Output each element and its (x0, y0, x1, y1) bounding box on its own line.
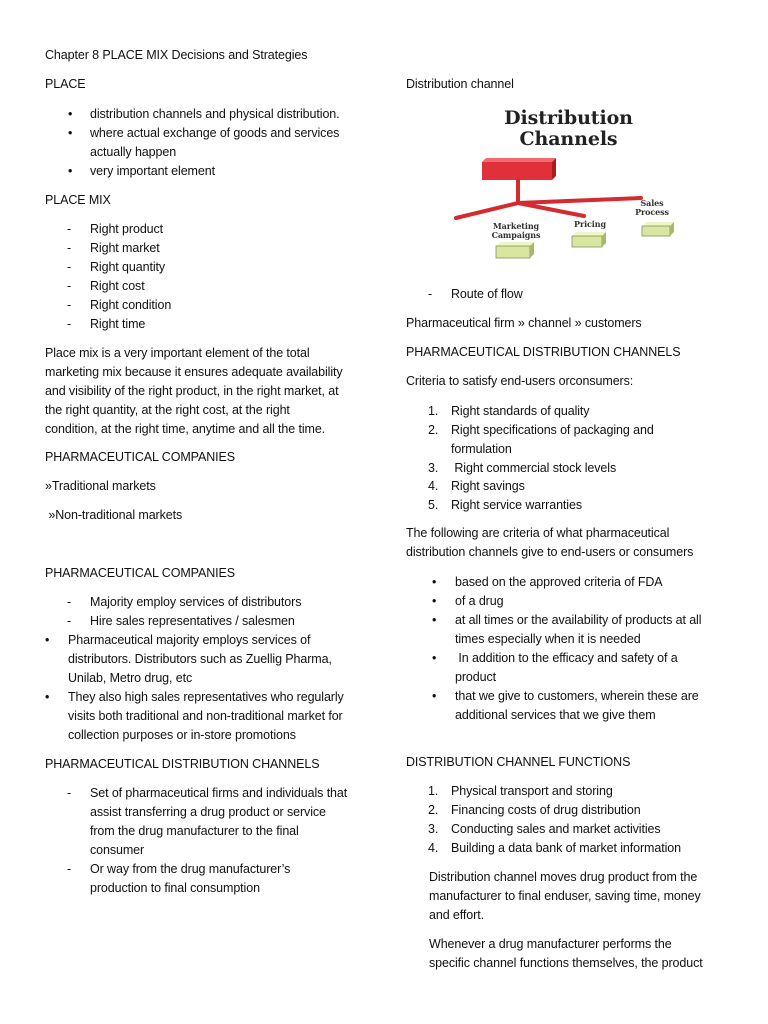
list-item: Pharmaceutical majority employs services of (68, 633, 311, 647)
list-item: Or way from the drug manufacturer’s (90, 862, 291, 876)
list-item: Right standards of quality (451, 404, 590, 418)
bullet-marker: • (68, 107, 73, 121)
node-label-process: Process (635, 207, 669, 217)
dash-marker: - (67, 317, 72, 331)
list-item: Right market (90, 241, 160, 255)
bullet-marker: • (432, 575, 437, 589)
chapter-title: Chapter 8 PLACE MIX Decisions and Strategies (45, 48, 308, 62)
list-number: 5. (428, 498, 439, 512)
dash-marker: - (67, 260, 72, 274)
paragraph-line: the right quantity, at the right cost, at the right (45, 403, 290, 417)
list-item: Right product (90, 222, 164, 236)
list-item: Right service warranties (451, 498, 582, 512)
list-item-continuation: visits both traditional and non-traditional market for (68, 709, 343, 723)
node-label-campaigns: Campaigns (491, 230, 541, 240)
hub-box-front (482, 162, 552, 180)
list-number: 3. (428, 822, 439, 836)
list-number: 2. (428, 803, 439, 817)
box-pricing (572, 232, 606, 247)
paragraph-line: marketing mix because it ensures adequate availability (45, 365, 343, 379)
dash-marker: - (428, 287, 433, 301)
paragraph-line: manufacturer to final enduser, saving time, money (429, 889, 701, 903)
paragraph-line: Distribution channel moves drug product from the (429, 870, 698, 884)
list-item: Conducting sales and market activities (451, 822, 661, 836)
bullet-marker: • (45, 633, 50, 647)
paragraph-line: distribution channels give to end-users or consumers (406, 545, 694, 559)
list-item-continuation: product (455, 670, 496, 684)
paragraph-line: and visibility of the right product, in the right market, at (45, 384, 339, 398)
list-item: Financing costs of drug distribution (451, 803, 641, 817)
list-item-continuation: actually happen (90, 145, 177, 159)
list-item-continuation: consumer (90, 843, 145, 857)
list-item-continuation: assist transferring a drug product or service (90, 805, 326, 819)
bullet-marker: • (432, 594, 437, 608)
list-item: Physical transport and storing (451, 784, 613, 798)
diagram-graphic (446, 108, 691, 273)
list-item: Hire sales representatives / salesmen (90, 614, 295, 628)
section-heading: PHARMACEUTICAL COMPANIES (45, 450, 235, 464)
distribution-channel-heading: Distribution channel (406, 77, 514, 91)
list-item: distribution channels and physical distribution. (90, 107, 340, 121)
list-item-continuation: production to final consumption (90, 881, 260, 895)
list-number: 1. (428, 404, 439, 418)
list-number: 3. (428, 461, 439, 475)
list-item: »Traditional markets (45, 479, 156, 493)
list-item: »Non-traditional markets (45, 508, 183, 522)
list-number: 2. (428, 423, 439, 437)
dash-marker: - (67, 786, 72, 800)
list-item: Right specifications of packaging and (451, 423, 654, 437)
list-number: 1. (428, 784, 439, 798)
section-heading: PHARMACEUTICAL DISTRIBUTION CHANNELS (45, 757, 320, 771)
list-item: They also high sales representatives who regularly (68, 690, 344, 704)
list-item: Right savings (451, 479, 525, 493)
dash-marker: - (67, 595, 72, 609)
dash-marker: - (67, 862, 72, 876)
list-item: Right quantity (90, 260, 166, 274)
list-item-continuation: collection purposes or in-store promotions (68, 728, 296, 742)
paragraph-line: Whenever a drug manufacturer performs the (429, 937, 672, 951)
dash-marker: - (67, 222, 72, 236)
list-number: 4. (428, 841, 439, 855)
bullet-marker: • (45, 690, 50, 704)
list-item: that we give to customers, wherein these are (455, 689, 699, 703)
list-item: Building a data bank of market information (451, 841, 681, 855)
section-heading: PHARMACEUTICAL COMPANIES (45, 566, 235, 580)
dash-marker: - (67, 614, 72, 628)
list-item: Right condition (90, 298, 172, 312)
list-item: very important element (90, 164, 215, 178)
list-item-continuation: formulation (451, 442, 512, 456)
list-item-continuation: times especially when it is needed (455, 632, 641, 646)
box-marketing (496, 242, 534, 258)
paragraph-line: Place mix is a very important element of the total (45, 346, 310, 360)
list-item-continuation: additional services that we give them (455, 708, 656, 722)
dash-marker: - (67, 298, 72, 312)
list-item: In addition to the efficacy and safety of a (455, 651, 678, 665)
paragraph-line: The following are criteria of what pharmaceutical (406, 526, 670, 540)
node-label-marketing: Marketing (492, 221, 540, 231)
dash-marker: - (67, 241, 72, 255)
list-item: Right time (90, 317, 146, 331)
distribution-channels-diagram (446, 108, 691, 273)
list-number: 4. (428, 479, 439, 493)
list-item: Route of flow (451, 287, 523, 301)
hub-box-top (482, 158, 556, 162)
diagram-title-line2: Channels (519, 128, 618, 150)
place-mix-heading: PLACE MIX (45, 193, 111, 207)
list-item-continuation: distributors. Distributors such as Zuellig Pharma, (68, 652, 332, 666)
bullet-marker: • (432, 689, 437, 703)
bullet-marker: • (432, 651, 437, 665)
box-sales (642, 222, 674, 236)
list-item-continuation: from the drug manufacturer to the final (90, 824, 299, 838)
paragraph-line: and effort. (429, 908, 484, 922)
list-item: Right cost (90, 279, 145, 293)
diagram-title-line1: Distribution (504, 107, 633, 129)
list-item: where actual exchange of goods and services (90, 126, 340, 140)
list-item-continuation: Unilab, Metro drug, etc (68, 671, 193, 685)
section-heading: PHARMACEUTICAL DISTRIBUTION CHANNELS (406, 345, 681, 359)
list-item: based on the approved criteria of FDA (455, 575, 663, 589)
dash-marker: - (67, 279, 72, 293)
list-item: Majority employ services of distributors (90, 595, 302, 609)
list-item: Right commercial stock levels (451, 461, 617, 475)
bullet-marker: • (68, 126, 73, 140)
place-heading: PLACE (45, 77, 86, 91)
list-item: at all times or the availability of products at all (455, 613, 702, 627)
bullet-marker: • (432, 613, 437, 627)
bullet-marker: • (68, 164, 73, 178)
paragraph-line: condition, at the right time, anytime and all the time. (45, 422, 326, 436)
section-heading: DISTRIBUTION CHANNEL FUNCTIONS (406, 755, 631, 769)
paragraph-line: Criteria to satisfy end-users orconsumers: (406, 374, 634, 388)
node-label-sales: Sales (640, 198, 664, 208)
paragraph-line: Pharmaceutical firm » channel » customers (406, 316, 642, 330)
list-item: Set of pharmaceutical firms and individuals that (90, 786, 348, 800)
paragraph-line: specific channel functions themselves, the product (429, 956, 703, 970)
branch-lines (456, 180, 641, 218)
node-label-pricing: Pricing (574, 219, 606, 229)
list-item: of a drug (455, 594, 504, 608)
